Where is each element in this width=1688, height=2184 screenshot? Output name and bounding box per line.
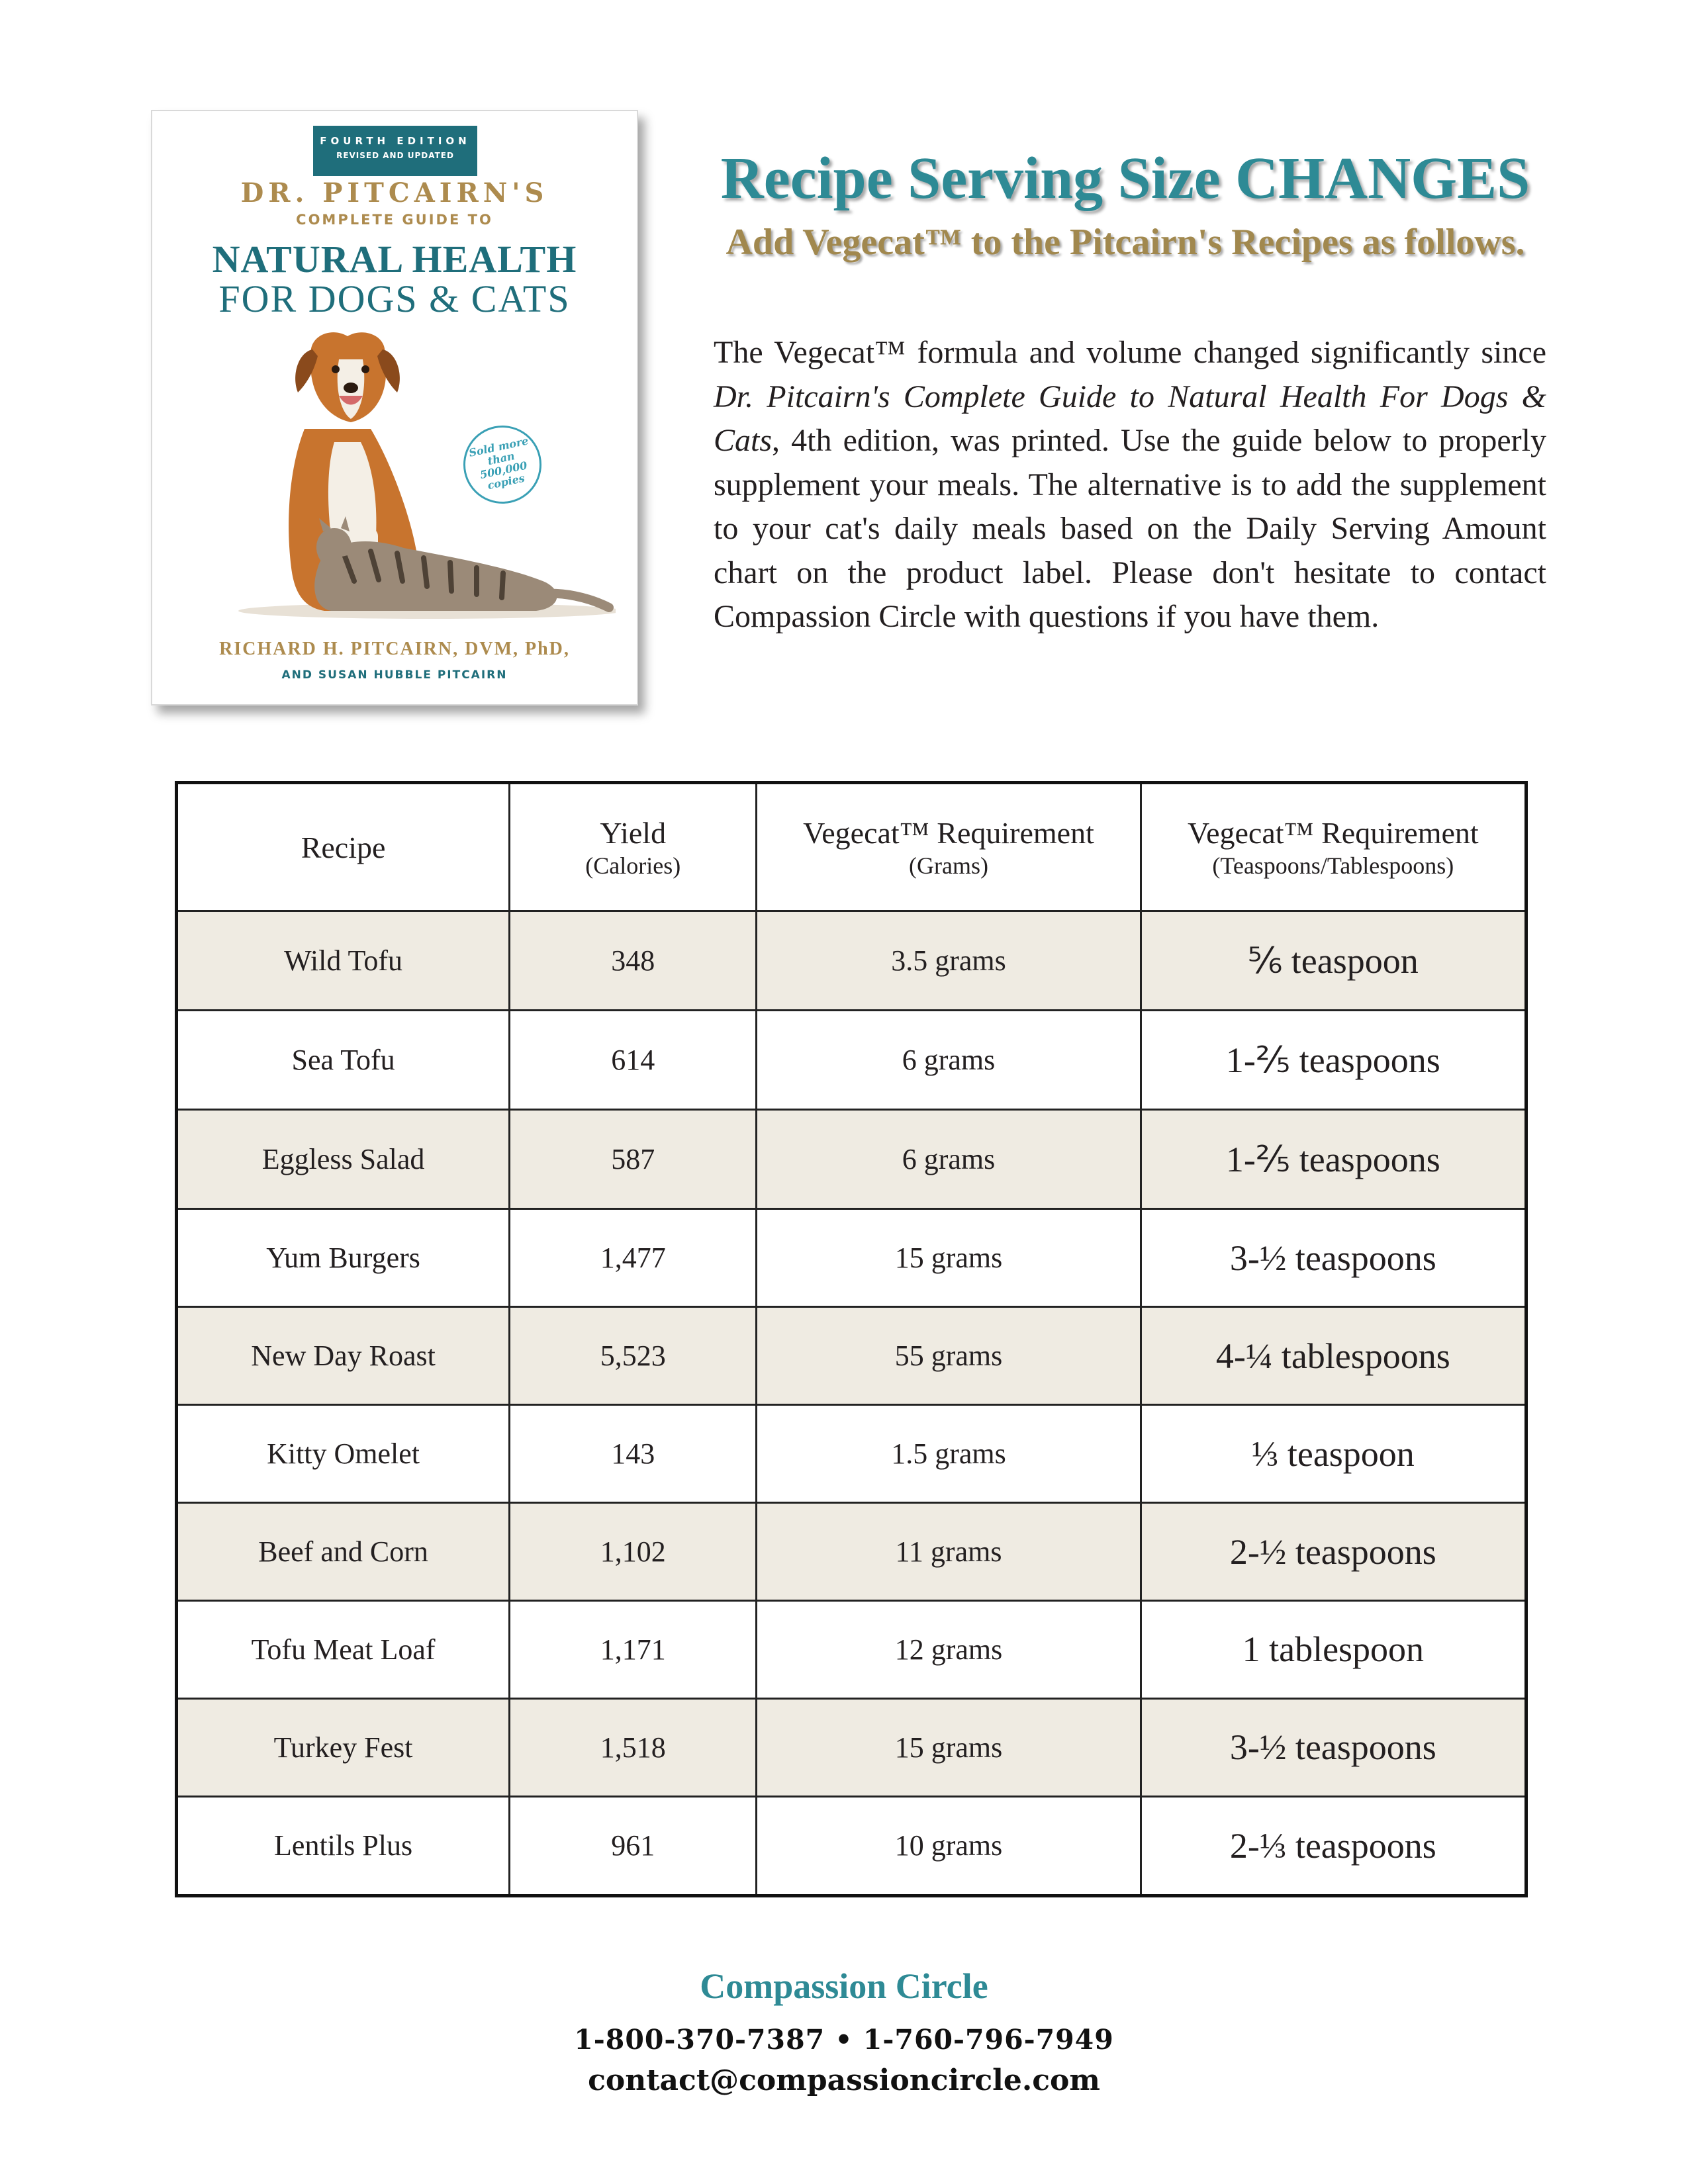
intro-part2: , 4th edition, was printed. Use the guide below to properly supplement your meals. The alternative is to add the supplement to your cat's daily meals based on the Daily Serving Amount chart on the product label. Please don't hesitate to contact Compassion Circle with questions if you have them. [714,423,1546,634]
page-title: Recipe Serving Size CHANGES [720,146,1530,211]
page-subtitle: Add Vegecat™ to the Pitcairn's Recipes as follows. [726,222,1525,263]
cell-spoons: 4-¼ tablespoons [1141,1307,1526,1405]
cell-recipe: Beef and Corn [177,1503,510,1601]
cell-spoons: 2-½ teaspoons [1141,1503,1526,1601]
table-row [177,1796,1526,1895]
cell-recipe: Lentils Plus [177,1796,510,1895]
header-yield-unit: (Calories) [585,852,681,879]
book-author-secondary: AND SUSAN HUBBLE PITCAIRN [281,668,508,682]
cell-spoons: 3-½ teaspoons [1141,1698,1526,1796]
cell-spoons: ⅚ teaspoon [1141,911,1526,1011]
cell-yield: 961 [510,1796,757,1895]
header-yield [510,783,757,911]
book-edition-banner [313,126,477,176]
cell-grams: 12 grams [757,1600,1141,1698]
cell-yield: 587 [510,1110,757,1209]
cell-recipe: Wild Tofu [177,911,510,1011]
book-title-line1: NATURAL HEALTH [212,238,577,281]
cell-grams: 6 grams [757,1110,1141,1209]
cell-grams: 1.5 grams [757,1405,1141,1503]
recipe-serving-table [175,781,1528,1897]
intro-paragraph [714,331,1546,639]
cell-yield: 143 [510,1405,757,1503]
cell-recipe: New Day Roast [177,1307,510,1405]
cell-yield: 1,102 [510,1503,757,1601]
table-row [177,1698,1526,1796]
cell-recipe: Kitty Omelet [177,1405,510,1503]
book-edition-line2: REVISED AND UPDATED [336,151,454,160]
book-edition-line1: FOURTH EDITION [320,135,471,147]
book-author-top: DR. PITCAIRN'S [240,177,549,208]
cell-recipe: Yum Burgers [177,1209,510,1307]
header-spoons-unit: (Teaspoons/Tablespoons) [1212,852,1454,879]
footer-email-link[interactable]: contact@compassioncircle.com [588,2064,1100,2097]
cell-grams: 10 grams [757,1796,1141,1895]
cell-grams: 15 grams [757,1209,1141,1307]
header-grams [757,783,1141,911]
cell-spoons: 2-⅓ teaspoons [1141,1796,1526,1895]
cell-spoons: ⅓ teaspoon [1141,1405,1526,1503]
cell-spoons: 1-⅖ teaspoons [1141,1110,1526,1209]
table-row [177,1600,1526,1698]
book-sales-badge: Sold more than 500,000 copies [456,418,549,511]
book-guide-line: COMPLETE GUIDE TO [296,212,493,228]
table-row [177,1307,1526,1405]
table-header-row [177,783,1526,911]
cell-spoons: 1 tablespoon [1141,1600,1526,1698]
book-author-primary: RICHARD H. PITCAIRN, DVM, PhD, [219,639,570,659]
header-yield-label: Yield [600,815,667,850]
dog-and-cat-illustration [192,330,616,621]
header-spoons [1141,783,1526,911]
table-row [177,1209,1526,1307]
cell-spoons: 3-½ teaspoons [1141,1209,1526,1307]
book-cover [151,110,638,705]
intro-part1: The Vegecat™ formula and volume changed significantly since [714,335,1546,370]
cell-yield: 5,523 [510,1307,757,1405]
cell-yield: 1,477 [510,1209,757,1307]
table-row [177,1503,1526,1601]
table-row [177,1110,1526,1209]
book-title-line2: FOR DOGS & CATS [218,277,571,320]
header-recipe-label: Recipe [301,830,386,864]
cell-recipe: Sea Tofu [177,1011,510,1110]
header-spoons-label: Vegecat™ Requirement [1187,815,1479,850]
footer-phone-numbers[interactable]: 1-800-370-7387 • 1-760-796-7949 [574,2024,1114,2056]
header-recipe [177,783,510,911]
cell-grams: 55 grams [757,1307,1141,1405]
cell-grams: 6 grams [757,1011,1141,1110]
table-row [177,1011,1526,1110]
header-grams-unit: (Grams) [909,852,988,879]
cell-grams: 15 grams [757,1698,1141,1796]
footer-company-name: Compassion Circle [700,1966,988,2006]
table-row [177,1405,1526,1503]
cell-spoons: 1-⅖ teaspoons [1141,1011,1526,1110]
cell-yield: 1,171 [510,1600,757,1698]
cell-yield: 1,518 [510,1698,757,1796]
table-row [177,911,1526,1011]
cell-grams: 11 grams [757,1503,1141,1601]
intro-book-title: Dr. Pitcairn's Complete Guide to Natural Health For Dogs & Cats [714,379,1546,458]
cell-recipe: Turkey Fest [177,1698,510,1796]
cell-grams: 3.5 grams [757,911,1141,1011]
cell-recipe: Tofu Meat Loaf [177,1600,510,1698]
cell-yield: 348 [510,911,757,1011]
cell-yield: 614 [510,1011,757,1110]
cell-recipe: Eggless Salad [177,1110,510,1209]
header-grams-label: Vegecat™ Requirement [803,815,1094,850]
